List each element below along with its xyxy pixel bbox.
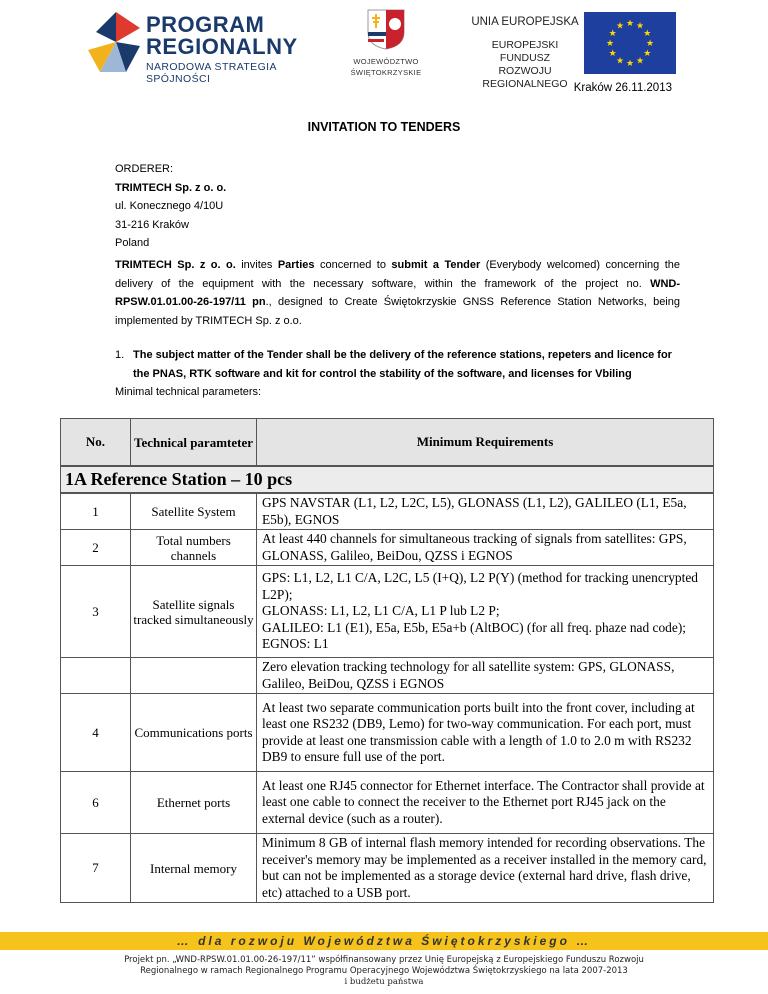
requirement-line: At least 440 channels for simultaneous tracking of signals from satellites: GPS, GLONASS, Galileo, BeiDou, QZSS i EGNOS — [262, 531, 687, 563]
row-number: 6 — [61, 772, 131, 834]
eu-star-icon: ★ — [625, 18, 635, 28]
row-number: 2 — [61, 530, 131, 566]
program-title-line1: PROGRAM — [146, 12, 265, 37]
requirements-table — [60, 418, 714, 903]
table-row — [61, 566, 714, 658]
eu-flag — [584, 12, 676, 74]
row-number: 4 — [61, 694, 131, 772]
eu-fund-label: EUROPEJSKI FUNDUSZ — [491, 39, 559, 64]
row-number: 1 — [61, 493, 131, 530]
page-title: INVITATION TO TENDERS — [307, 120, 461, 134]
program-regionalny-logo — [86, 6, 326, 85]
requirement-line: GALILEO: L1 (E1), E5a, E5b, E5a+b (AltBOC) (for all freq. phaze nad code); — [262, 619, 687, 635]
orderer-street: ul. Konecznego 4/10U — [115, 200, 224, 212]
row-requirement — [257, 530, 714, 566]
row-parameter: Satellite signals tracked simultaneously — [131, 566, 257, 658]
row-requirement — [257, 694, 714, 772]
intro-project-number: WND-RPSW.01.01.00-26-197/11 pn — [115, 277, 680, 308]
program-regionalny-star-icon — [86, 6, 144, 78]
eu-star-icon: ★ — [608, 48, 617, 58]
item-subject: The subject matter of the Tender shall be the delivery of the reference stations, repeters and licence for the PNAS, RTK software and kit for control the stability of the software, and licenses for Vbiling — [133, 349, 672, 380]
footer-line2: Regionalnego w ramach Regionalnego Programu Operacyjnego Województwa Świętokrzyskiego na lata 2007-2013 — [140, 966, 628, 976]
section-title: 1A Reference Station – 10 pcs — [61, 466, 714, 493]
table-row — [61, 772, 714, 834]
eu-star-icon: ★ — [643, 48, 652, 58]
intro-submit: submit a Tender — [391, 259, 481, 271]
row-requirement — [257, 834, 714, 903]
table-body — [61, 493, 714, 903]
table-row — [61, 834, 714, 903]
row-requirement — [257, 493, 714, 530]
minimal-params-label: Minimal technical parameters: — [115, 386, 262, 398]
eu-text-block — [470, 16, 580, 91]
table-row — [61, 530, 714, 566]
row-parameter — [131, 658, 257, 694]
row-number — [61, 658, 131, 694]
intro-paragraph — [115, 256, 680, 330]
eu-fund-label-2: ROZWOJU REGIONALNEGO — [482, 65, 568, 90]
requirement-line: EGNOS: L1 — [262, 636, 329, 652]
row-parameter: Total numbers channels — [131, 530, 257, 566]
requirement-line: GPS: L1, L2, L1 C/A, L2C, L5 (I+Q), L2 P(Y) (method for tracking unencrypted L2P); — [262, 570, 698, 602]
requirement-line: GPS NAVSTAR (L1, L2, L2C, L5), GLONASS (L1, L2), GALILEO (L1, E5a, E5b), EGNOS — [262, 495, 687, 527]
row-requirement — [257, 566, 714, 658]
header-parameter: Technical paramteter — [131, 419, 257, 467]
subject-item — [115, 346, 680, 402]
footer-slogan: … dla rozwoju Województwa Świętokrzyskiego … — [176, 934, 592, 948]
voivodeship-logo — [346, 8, 426, 80]
eu-star-icon: ★ — [645, 38, 655, 48]
row-requirement — [257, 658, 714, 694]
intro-text-3: (Everybody welcomed) concerning the delivery of the equipment with the necessary software, within the framework of the project no. — [115, 259, 680, 290]
footer-line1: Projekt pn. „WND-RPSW.01.01.00-26-197/11” współfinansowany przez Unię Europejską z Europejskiego Funduszu Rozwoju — [124, 955, 644, 965]
document-date: Kraków 26.11.2013 — [573, 82, 672, 94]
intro-company: TRIMTECH Sp. z o. o. — [115, 259, 236, 271]
intro-text-1: invites — [235, 259, 278, 271]
row-number: 7 — [61, 834, 131, 903]
eu-star-icon: ★ — [608, 28, 617, 38]
orderer-city: 31-216 Kraków — [115, 218, 189, 231]
footer-line3: i budżetu państwa — [344, 977, 424, 987]
header-requirements: Minimum Requirements — [257, 419, 714, 467]
eu-star-icon: ★ — [635, 20, 645, 31]
orderer-label: ORDERER: — [115, 163, 174, 175]
eu-star-icon: ★ — [625, 58, 635, 68]
eu-star-icon: ★ — [615, 20, 625, 31]
footer-text — [40, 955, 728, 988]
item-number: 1. — [115, 349, 125, 361]
eu-star-icon: ★ — [605, 38, 615, 48]
header-no: No. — [61, 419, 131, 467]
requirement-line: Minimum 8 GB of internal flash memory intended for recording observations. The receiver's memory may be implemented as a receiver installed in the memory card, but can not be implemented as a storage device (external hard drive, flash drive, etc) attached to a USB port. — [262, 835, 707, 900]
table-header-row — [61, 419, 714, 467]
table-row — [61, 658, 714, 694]
intro-text-4: ., designed to Create Świętokrzyskie GNSS Reference Station Networks, being implemented by TRIMTECH Sp. z o.o. — [115, 296, 680, 327]
eu-star-icon: ★ — [615, 55, 625, 66]
eu-star-icon: ★ — [643, 28, 652, 38]
row-parameter: Satellite System — [131, 493, 257, 530]
requirement-line: Zero elevation tracking technology for all satellite system: GPS, GLONASS, Galileo, BeiDou, QZSS i EGNOS — [262, 659, 675, 691]
intro-text-2: concerned to — [314, 259, 392, 271]
requirement-line: At least two separate communication ports built into the front cover, including at least one RS232 (DB9, Lemo) for two-way communication. For each port, must provide at least one transmission cable with a length of 1.0 to 2.0 m with RS232 DB9 to ensure full use of the port. — [262, 699, 695, 764]
row-parameter: Ethernet ports — [131, 772, 257, 834]
program-title-line2: REGIONALNY — [146, 34, 298, 59]
row-number: 3 — [61, 566, 131, 658]
row-requirement — [257, 772, 714, 834]
footer-slogan-bar — [0, 932, 768, 950]
eu-stars-icon — [584, 12, 676, 74]
coat-of-arms-icon — [366, 8, 406, 50]
requirement-line: At least one RJ45 connector for Ethernet interface. The Contractor shall provide at least one cable to connect the receiver to the Ethernet port RJ45 jack on the external device (such as a router). — [262, 777, 705, 826]
row-parameter: Internal memory — [131, 834, 257, 903]
voivodeship-line1: WOJEWÓDZTWO — [353, 57, 419, 66]
requirement-line: GLONASS: L1, L2, L1 C/A, L1 P lub L2 P; — [262, 603, 500, 619]
orderer-block — [115, 160, 680, 253]
table-row — [61, 694, 714, 772]
voivodeship-line2: ŚWIĘTOKRZYSKIE — [350, 68, 422, 77]
orderer-country: Poland — [115, 237, 150, 249]
table-row — [61, 493, 714, 530]
row-parameter: Communications ports — [131, 694, 257, 772]
eu-star-icon: ★ — [635, 55, 645, 66]
intro-parties: Parties — [277, 259, 315, 271]
section-row — [61, 466, 714, 493]
program-subtitle: NARODOWA STRATEGIA SPÓJNOŚCI — [146, 61, 277, 85]
orderer-name: TRIMTECH Sp. z o. o. — [115, 181, 227, 194]
eu-union-label: UNIA EUROPEJSKA — [471, 16, 579, 28]
